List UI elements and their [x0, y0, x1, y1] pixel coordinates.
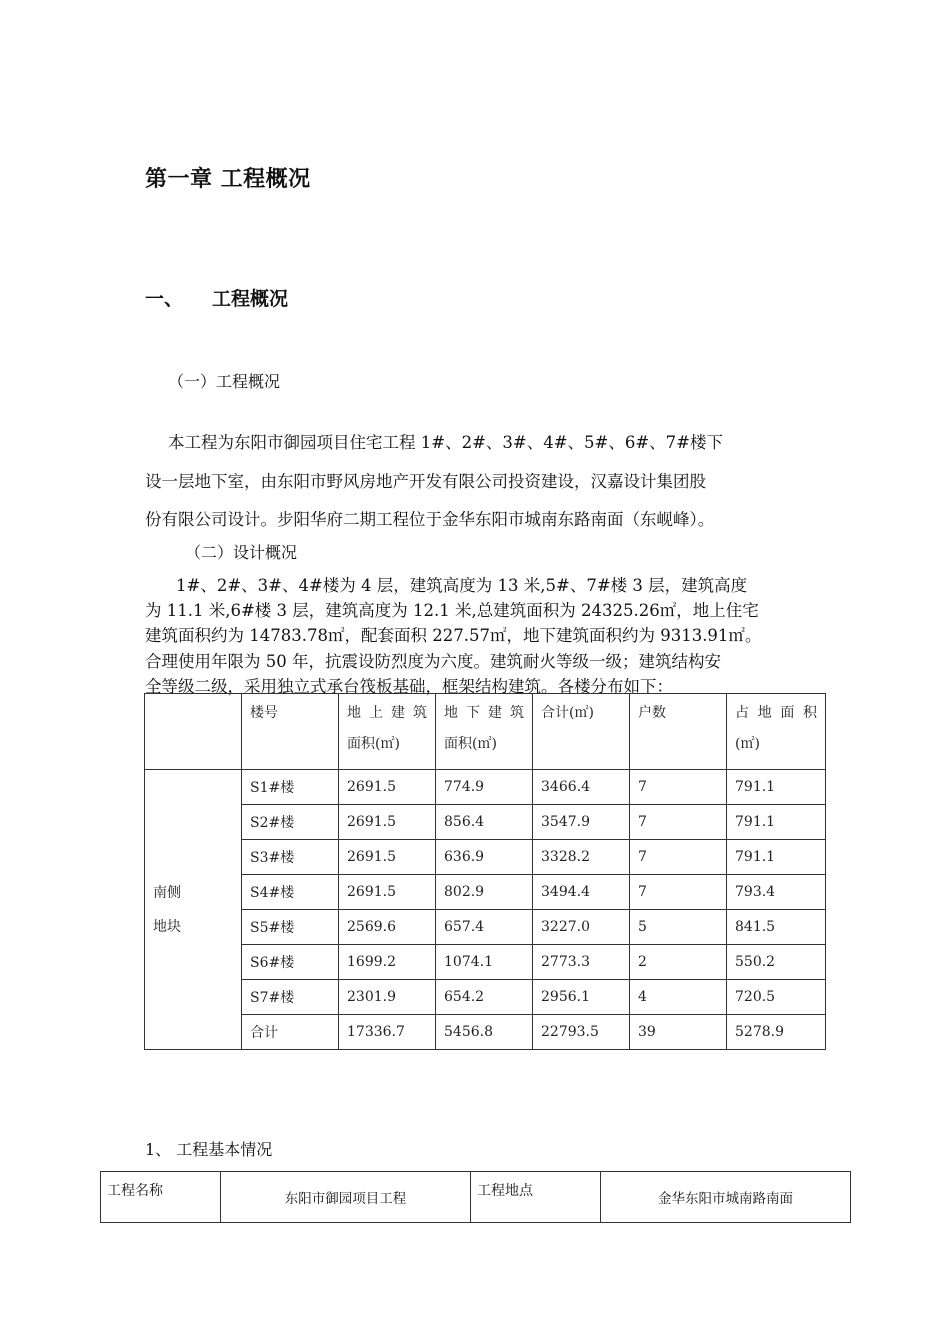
cell-total: 3227.0	[533, 910, 630, 945]
cell-below: 636.9	[436, 840, 533, 875]
basic-info-table	[100, 1171, 851, 1223]
cell-above: 2691.5	[339, 805, 436, 840]
project-location-label: 工程地点	[471, 1172, 601, 1223]
cell-total: 3466.4	[533, 770, 630, 805]
header-land-area	[727, 694, 826, 770]
cell-above: 17336.7	[339, 1015, 436, 1050]
table-header-row	[145, 694, 826, 770]
overview-line: 份有限公司设计。步阳华府二期工程位于金华东阳市城南东路南面（东岘峰）。	[145, 510, 715, 529]
header-above-area-line1: 地上建筑	[347, 705, 427, 721]
table-row	[145, 980, 826, 1015]
table-row	[145, 945, 826, 980]
cell-total: 3547.9	[533, 805, 630, 840]
cell-building: S3#楼	[242, 840, 339, 875]
cell-building: 合计	[242, 1015, 339, 1050]
table-total-row	[145, 1015, 826, 1050]
header-building: 楼号	[242, 694, 339, 770]
cell-land: 791.1	[727, 770, 826, 805]
table-row	[145, 910, 826, 945]
subsection-overview-heading: （一）工程概况	[168, 372, 281, 391]
cell-land: 841.5	[727, 910, 826, 945]
design-line: 建筑面积约为 14783.78㎡，配套面积 227.57㎡，地下建筑面积约为 9313.91㎡。	[145, 626, 762, 645]
cell-total: 22793.5	[533, 1015, 630, 1050]
cell-households: 2	[630, 945, 727, 980]
overview-line: 设一层地下室，由东阳市野风房地产开发有限公司投资建设，汉嘉设计集团股	[145, 472, 706, 491]
cell-above: 2301.9	[339, 980, 436, 1015]
header-households: 户数	[630, 694, 727, 770]
cell-below: 654.2	[436, 980, 533, 1015]
cell-below: 774.9	[436, 770, 533, 805]
design-line: 为 11.1 米,6#楼 3 层，建筑高度为 12.1 米,总建筑面积为 24325.26㎡，地上住宅	[145, 601, 759, 620]
cell-land: 5278.9	[727, 1015, 826, 1050]
group-label-line1: 南侧	[153, 884, 181, 901]
chapter-title: 第一章 工程概况	[145, 167, 311, 192]
cell-building: S2#楼	[242, 805, 339, 840]
cell-above: 2691.5	[339, 840, 436, 875]
cell-households: 4	[630, 980, 727, 1015]
header-above-area	[339, 694, 436, 770]
group-cell	[145, 770, 242, 1050]
header-total: 合计(㎡)	[533, 694, 630, 770]
header-above-area-line2: 面积(㎡)	[347, 736, 400, 752]
cell-land: 793.4	[727, 875, 826, 910]
cell-total: 3328.2	[533, 840, 630, 875]
cell-below: 657.4	[436, 910, 533, 945]
subsection-design-heading: （二）设计概况	[185, 543, 298, 562]
cell-households: 7	[630, 875, 727, 910]
design-line: 1#、2#、3#、4#楼为 4 层，建筑高度为 13 米,5#、7#楼 3 层，建筑高度	[176, 576, 748, 595]
table-row	[145, 805, 826, 840]
table-row	[145, 875, 826, 910]
header-below-area-line1: 地下建筑	[444, 705, 524, 721]
header-land-area-line1: 占地面积	[735, 705, 817, 721]
building-table	[144, 693, 826, 1050]
cell-land: 720.5	[727, 980, 826, 1015]
design-line: 合理使用年限为 50 年，抗震设防烈度为六度。建筑耐火等级一级；建筑结构安	[145, 652, 721, 671]
cell-total: 2773.3	[533, 945, 630, 980]
cell-above: 2569.6	[339, 910, 436, 945]
header-empty-cell	[145, 694, 242, 770]
basic-info-row	[101, 1172, 851, 1223]
cell-land: 550.2	[727, 945, 826, 980]
cell-building: S5#楼	[242, 910, 339, 945]
design-line: 全等级二级，采用独立式承台筏板基础，框架结构建筑。各楼分布如下：	[145, 677, 673, 696]
cell-households: 7	[630, 770, 727, 805]
cell-households: 5	[630, 910, 727, 945]
section-number: 一、	[145, 288, 184, 310]
table-row	[145, 840, 826, 875]
table-row	[145, 770, 826, 805]
cell-total: 2956.1	[533, 980, 630, 1015]
basic-info-heading: 1、 工程基本情况	[145, 1140, 273, 1159]
cell-households: 39	[630, 1015, 727, 1050]
header-below-area	[436, 694, 533, 770]
cell-land: 791.1	[727, 805, 826, 840]
cell-above: 2691.5	[339, 875, 436, 910]
group-label-line2: 地块	[153, 918, 181, 935]
header-land-area-line2: (㎡)	[735, 736, 760, 752]
cell-building: S7#楼	[242, 980, 339, 1015]
cell-building: S6#楼	[242, 945, 339, 980]
cell-total: 3494.4	[533, 875, 630, 910]
cell-below: 856.4	[436, 805, 533, 840]
cell-above: 1699.2	[339, 945, 436, 980]
section-title: 工程概况	[212, 288, 289, 310]
cell-land: 791.1	[727, 840, 826, 875]
cell-building: S1#楼	[242, 770, 339, 805]
project-name-value: 东阳市御园项目工程	[221, 1172, 471, 1223]
cell-below: 1074.1	[436, 945, 533, 980]
overview-line: 本工程为东阳市御园项目住宅工程 1#、2#、3#、4#、5#、6#、7#楼下	[168, 433, 724, 452]
cell-households: 7	[630, 805, 727, 840]
cell-above: 2691.5	[339, 770, 436, 805]
header-below-area-line2: 面积(㎡)	[444, 736, 497, 752]
cell-building: S4#楼	[242, 875, 339, 910]
project-name-label: 工程名称	[101, 1172, 221, 1223]
cell-below: 802.9	[436, 875, 533, 910]
project-location-value: 金华东阳市城南路南面	[601, 1172, 851, 1223]
cell-below: 5456.8	[436, 1015, 533, 1050]
cell-households: 7	[630, 840, 727, 875]
